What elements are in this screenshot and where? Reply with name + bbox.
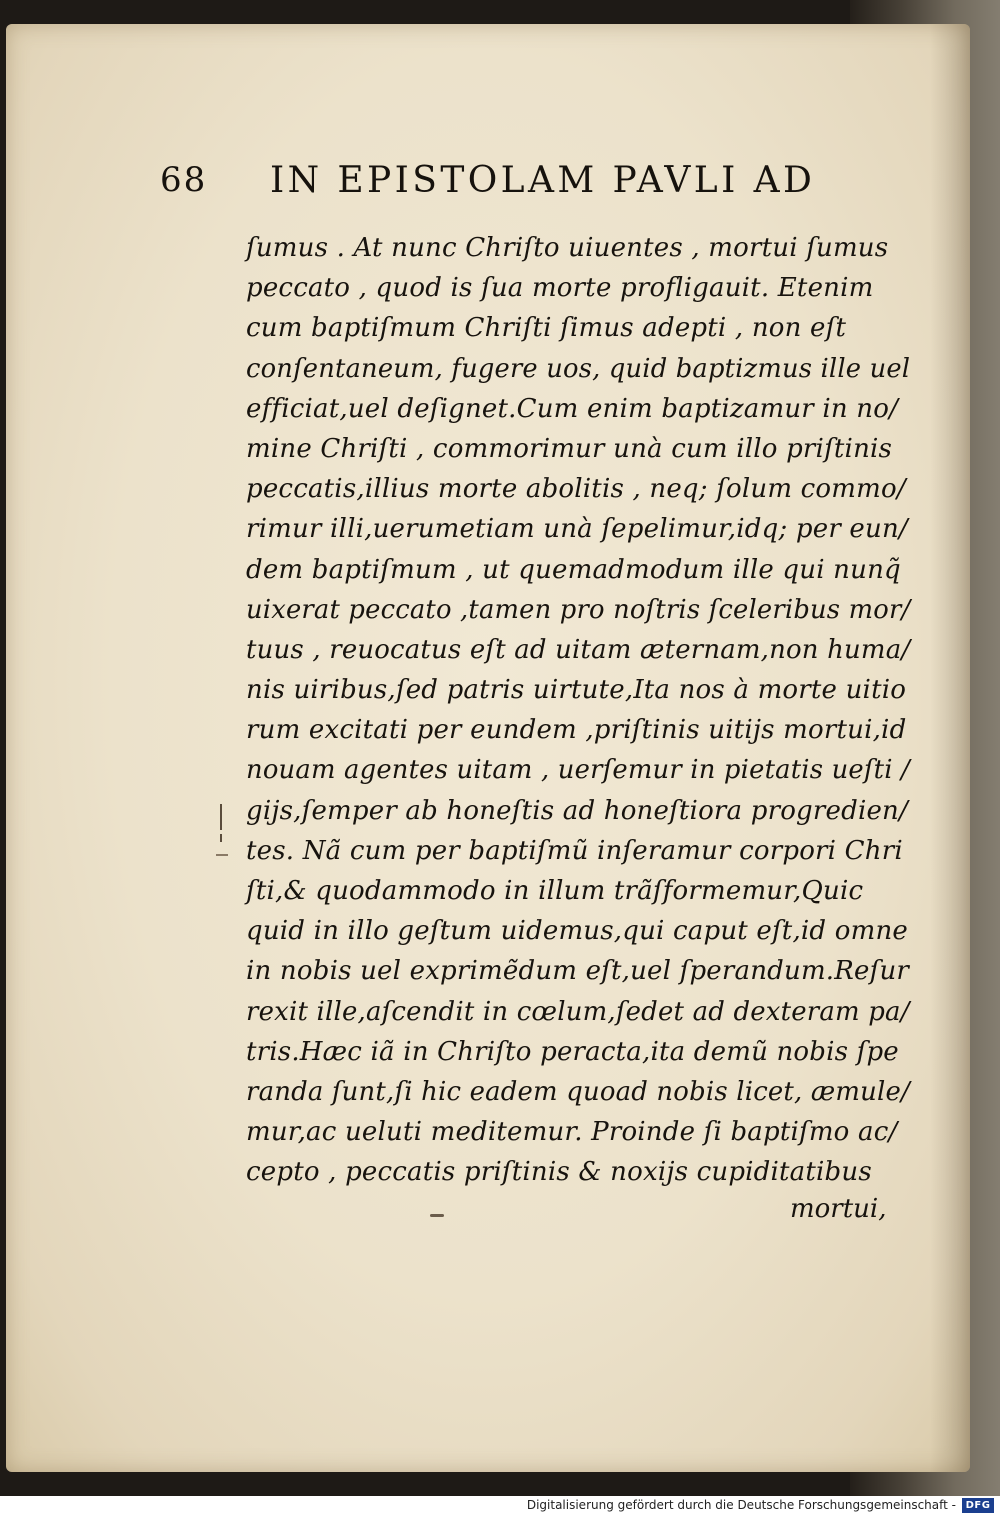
running-title: IN EPISTOLAM PAVLI AD [270,160,816,201]
text-line: nouam agentes uitam , uerſemur in pietatis ueſti / [246,755,910,786]
text-line: rimur illi,uerumetiam unà ſepelimur,idq; per eun/ [246,514,908,545]
text-line: tuus , reuocatus eſt ad uitam æternam,non huma/ [246,634,911,665]
running-head [160,160,900,210]
text-line: rexit ille,aſcendit in cœlum,ſedet ad dexteram pa/ [246,996,910,1027]
text-line: quid in illo geſtum uidemus,qui caput eſt,id omne [246,916,908,947]
funding-credit: Digitalisierung gefördert durch die Deutsche Forschungsgemeinschaft - [526,1498,956,1512]
text-line: cepto , peccatis priſtinis & noxijs cupiditatibus [246,1157,872,1188]
text-line: peccatis,illius morte abolitis , neq; ſolum commo/ [246,474,906,505]
text-line: in nobis uel exprimẽdum eſt,uel ſperandum.Reſur [246,956,910,987]
text-line: cum baptiſmum Chriſti ſimus adepti , non eſt [246,313,847,344]
text-line: mine Chriſti , commorimur unà cum illo priſtinis [246,433,893,464]
text-line: efficiat,uel deſignet.Cum enim baptizamur in no/ [246,393,899,424]
text-line: rum excitati per eundem ,priſtinis uitijs mortui,id [246,715,907,746]
text-line: dem baptiſmum , ut quemadmodum ille qui nunq̃ [246,554,901,585]
text-line: mur,ac ueluti meditemur. Proinde ſi baptiſmo ac/ [246,1117,898,1148]
text-line: randa ſunt,ſi hic eadem quoad nobis licet, æmule/ [246,1076,910,1107]
text-line: ſumus . At nunc Chriſto uiuentes , mortui ſumus [246,233,889,263]
ink-mark [430,1214,444,1217]
text-line: uixerat peccato ,tamen pro noſtris ſceleribus mor/ [246,594,911,625]
text-line: nis uiribus,ſed patris uirtute,Ita nos à morte uitio [246,675,907,706]
gutter-shadow [930,24,970,1472]
text-line: conſentaneum, fugere uos, quid baptizmus ille uel [246,353,911,384]
text-line: tris.Hæc iã in Chriſto peracta,ita demũ nobis ſpe [246,1036,899,1067]
text-line: gijs,ſemper ab honeſtis ad honeſtiora progredien/ [246,795,908,826]
text-line: ſti,& quodammodo in illum trãſformemur,Quic [246,876,864,906]
text-line: peccato , quod is ſua morte profligauit. Etenim [246,273,874,304]
dfg-logo: DFG [962,1498,994,1513]
margin-mark [214,800,232,880]
page-number: 68 [160,160,208,200]
footer-bar [0,1496,1000,1516]
body-text [246,228,910,1193]
text-line: tes. Nã cum per baptiſmũ inſeramur corpori Chri [246,835,903,866]
catchword: mortui, [790,1194,887,1224]
